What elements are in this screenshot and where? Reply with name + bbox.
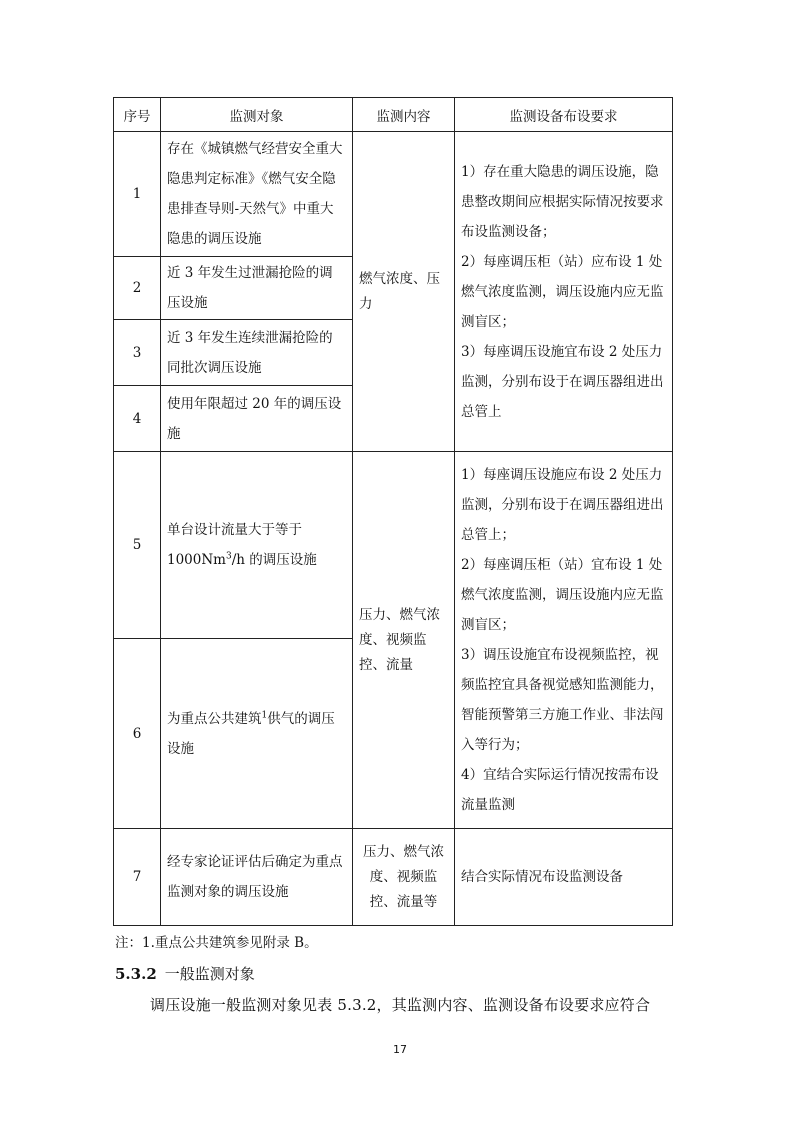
requirement-item: 1）存在重大隐患的调压设施，隐患整改期间应根据实际情况按要求布设监测设备； <box>461 163 664 240</box>
row-number: 7 <box>114 829 161 926</box>
header-serial: 序号 <box>114 98 161 132</box>
row-object: 使用年限超过 20 年的调压设施 <box>161 386 353 452</box>
table-header-row <box>114 98 673 132</box>
requirement-item: 3）每座调压设施宜布设 2 处压力监测，分别布设于在调压器组进出总管上 <box>461 343 664 420</box>
section-title: 一般监测对象 <box>164 965 255 983</box>
row-object <box>161 452 353 639</box>
table-footnote: 注：1.重点公共建筑参见附录 B。 <box>115 935 318 951</box>
requirement-item: 2）每座调压柜（站）宜布设 1 处燃气浓度监测，调压设施内应无监测盲区； <box>461 557 664 633</box>
header-requirements: 监测设备布设要求 <box>455 98 673 132</box>
row-object <box>161 639 353 829</box>
row-object: 近 3 年发生过泄漏抢险的调压设施 <box>161 257 353 320</box>
table-row <box>114 829 673 926</box>
header-content: 监测内容 <box>353 98 455 132</box>
group-content: 压力、燃气浓度、视频监控、流量 <box>353 452 455 829</box>
row-number: 4 <box>114 386 161 452</box>
group-requirements <box>455 132 673 452</box>
superscript: 3 <box>225 551 232 562</box>
requirement-item: 结合实际情况布设监测设备 <box>461 869 623 885</box>
row-object-text: 供气的调压设施 <box>167 710 335 757</box>
row-object: 近 3 年发生连续泄漏抢险的同批次调压设施 <box>161 320 353 386</box>
group-requirements <box>455 829 673 926</box>
body-paragraph: 调压设施一般监测对象见表 5.3.2，其监测内容、监测设备布设要求应符合 <box>150 996 651 1014</box>
page-number: 17 <box>393 1043 407 1056</box>
row-object: 存在《城镇燃气经营安全重大隐患判定标准》《燃气安全隐患排查导则-天然气》中重大隐患的调压设施 <box>161 132 353 257</box>
row-number: 6 <box>114 639 161 829</box>
requirement-item: 3）调压设施宜布设视频监控，视频监控宜具备视觉感知监测能力，智能预警第三方施工作业、非法闯入等行为； <box>461 647 664 753</box>
table-row <box>114 132 673 257</box>
section-number: 5.3.2 <box>115 965 157 983</box>
group-content: 压力、燃气浓度、视频监控、流量等 <box>353 829 455 926</box>
row-number: 5 <box>114 452 161 639</box>
row-number: 2 <box>114 257 161 320</box>
row-object-text: 单台设计流量大于等于 1000Nm <box>167 522 302 568</box>
requirement-item: 1）每座调压设施应布设 2 处压力监测，分别布设于在调压器组进出总管上； <box>461 467 664 543</box>
superscript: 1 <box>261 710 268 720</box>
row-object-text: 为重点公共建筑 <box>167 710 262 727</box>
row-number: 1 <box>114 132 161 257</box>
row-number: 3 <box>114 320 161 386</box>
group-content: 燃气浓度、压力 <box>353 132 455 452</box>
section-heading <box>115 963 255 984</box>
row-object: 经专家论证评估后确定为重点监测对象的调压设施 <box>161 829 353 926</box>
header-object: 监测对象 <box>161 98 353 132</box>
monitoring-requirements-table <box>113 97 673 926</box>
table-row <box>114 452 673 639</box>
requirement-item: 2）每座调压柜（站）应布设 1 处燃气浓度监测，调压设施内应无监测盲区； <box>461 253 664 330</box>
group-requirements <box>455 452 673 829</box>
row-object-text: /h 的调压设施 <box>231 552 317 568</box>
requirement-item: 4）宜结合实际运行情况按需布设流量监测 <box>461 767 659 813</box>
